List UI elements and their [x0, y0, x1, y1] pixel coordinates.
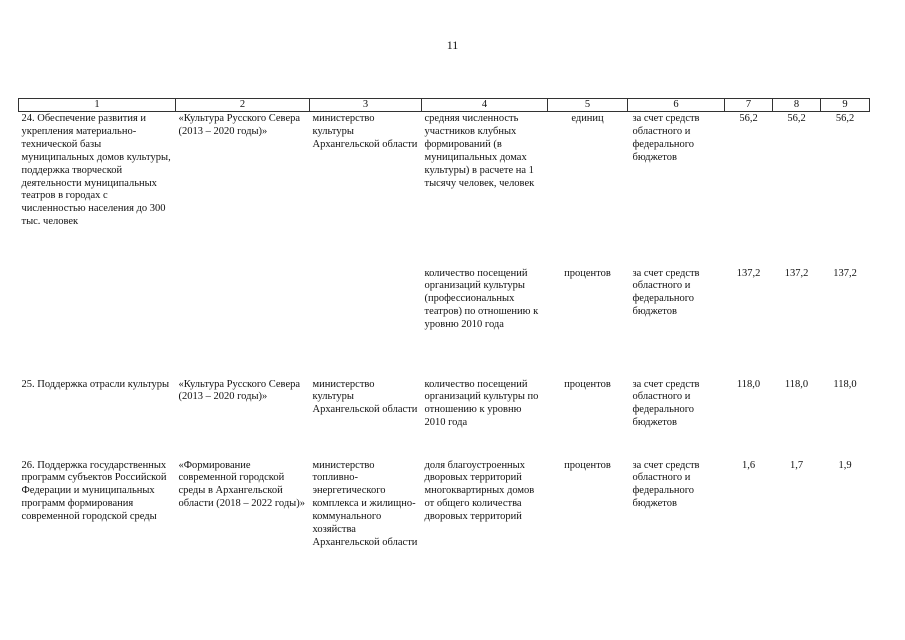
unit-cell: процентов	[564, 267, 611, 279]
value-cell: 1,9	[838, 459, 852, 471]
table-row	[19, 378, 870, 459]
executor-cell: министерство культуры Архангельской области	[312, 113, 418, 150]
funding-cell: за счет средств областного и федерального бюджетов	[632, 378, 700, 429]
indicator-cell: доля благоустроенных дворовых территорий многоквартирных домов от общего количества дворовых территорий	[424, 459, 535, 523]
header-cell: 6	[628, 99, 725, 112]
funding-cell: за счет средств областного и федерального бюджетов	[632, 459, 700, 510]
value-cell: 56,2	[835, 113, 855, 124]
executor-cell	[310, 267, 422, 378]
header-cell: 1	[19, 99, 176, 112]
program-cell: «Культура Русского Севера (2013 – 2020 годы)»	[178, 113, 301, 137]
value-cell: 118,0	[833, 378, 857, 390]
funding-cell: за счет средств областного и федерального бюджетов	[632, 267, 700, 318]
table-row	[19, 459, 870, 550]
value-cell: 118,0	[784, 378, 809, 390]
value-cell: 137,2	[736, 267, 761, 279]
activity-cell: 26. Поддержка государственных программ субъектов Российской Федерации и муниципальных программ формирования современной городской среды	[21, 459, 167, 523]
value-cell: 137,2	[833, 267, 857, 279]
value-cell: 1,7	[789, 459, 804, 471]
activity-cell: 24. Обеспечение развития и укрепления материально-технической базы муниципальных домов культуры, поддержка творческой деятельности муниципальных театров в городах с численностью населения до 300 тыс. человек	[21, 113, 171, 228]
program-table	[18, 98, 870, 550]
program-cell: «Формирование современной городской среды в Архангельской области (2018 – 2022 годы)»	[178, 459, 305, 510]
value-cell: 118,0	[736, 378, 761, 390]
unit-cell: единиц	[571, 113, 604, 124]
executor-cell: министерство культуры Архангельской области	[312, 378, 418, 416]
header-cell: 4	[422, 99, 548, 112]
table-row	[19, 112, 870, 267]
table-row	[19, 267, 870, 378]
value-cell: 56,2	[739, 113, 758, 124]
activity-cell	[19, 267, 176, 378]
header-cell: 7	[725, 99, 773, 112]
program-cell: «Культура Русского Севера (2013 – 2020 годы)»	[178, 378, 301, 403]
value-cell: 1,6	[741, 459, 756, 471]
header-row	[19, 99, 870, 112]
executor-cell: министерство топливно-энергетического комплекса и жилищно-коммунального хозяйства Архангельской области	[312, 459, 418, 548]
activity-cell: 25. Поддержка отрасли культуры	[21, 378, 170, 390]
funding-cell: за счет средств областного и федерального бюджетов	[632, 113, 700, 163]
value-cell: 137,2	[784, 267, 809, 279]
header-cell: 9	[821, 99, 870, 112]
header-cell: 3	[310, 99, 422, 112]
header-cell: 2	[176, 99, 310, 112]
indicator-cell: средняя численность участников клубных формирований (в муниципальных домах культуры) в расчете на 1 тысячу человек, человек	[424, 113, 535, 189]
unit-cell: процентов	[564, 459, 611, 471]
header-cell: 5	[548, 99, 628, 112]
indicator-cell: количество посещений организаций культуры по отношению к уровню 2010 года	[424, 378, 539, 429]
page-number: 11	[446, 38, 459, 52]
header-cell: 8	[773, 99, 821, 112]
program-cell	[176, 267, 310, 378]
unit-cell: процентов	[564, 378, 611, 390]
indicator-cell: количество посещений организаций культуры (профессиональных театров) по отношению к уровню 2010 года	[424, 267, 539, 331]
value-cell: 56,2	[787, 113, 806, 124]
